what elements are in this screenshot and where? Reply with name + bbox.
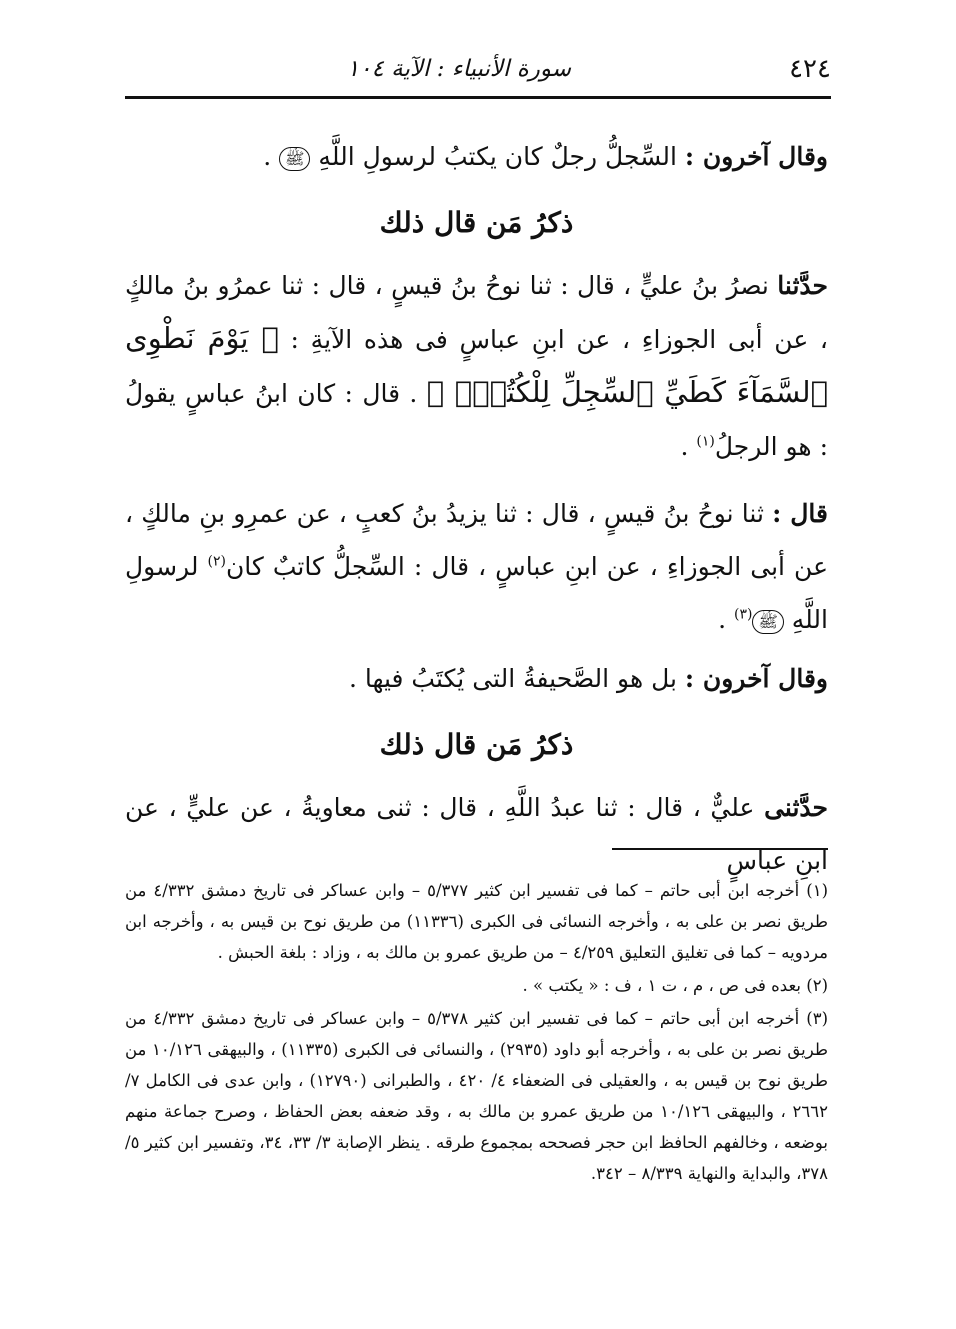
paragraph-3 <box>125 487 828 646</box>
footnotes <box>125 875 828 1191</box>
paragraph-5 <box>125 781 828 887</box>
footnote-2: (٢) بعده فى ص ، م ، ت ١ ، ف : « يكتب » . <box>522 976 828 995</box>
paragraph-end: . <box>718 605 734 634</box>
paragraph-4 <box>125 652 828 705</box>
paragraph-lead: وقال آخرون : <box>684 142 828 171</box>
paragraph-2 <box>125 259 828 473</box>
footnote-1: (١) أخرجه ابن أبى حاتم – كما فى تفسير ابن كثير ٥/٣٧٧ – وابن عساكر فى تاريخ دمشق ٤/٣٣٢ من طريق نصر بن على به ، وأخرجه النسائى فى الكبرى (١١٣٣٦) من طريق نوح بن قيس به ، وأخرجه ابن مردويه – كما فى تغليق التعليق ٤/٢٥٩ – من طريق عمرو بن مالك به ، وزاد : بلغة الحبش . <box>125 881 828 962</box>
paragraph-end: . <box>680 432 697 461</box>
paragraph-lead: قال : <box>772 499 828 528</box>
paragraph-text: لرسولِ اللَّهِ <box>125 552 828 634</box>
paragraph-lead: وقال آخرون : <box>684 664 828 693</box>
honorific-seal: ﷺ <box>279 147 310 171</box>
footnote-ref-1: (١) <box>696 433 715 450</box>
paragraph-text: بل هو الصَّحيفةُ التى يُكتَبُ فيها . <box>348 664 685 693</box>
footnote-3: (٣) أخرجه ابن أبى حاتم – كما فى تفسير ابن كثير ٥/٣٧٨ – وابن عساكر فى تاريخ دمشق ٤/٣٣٢ من طريق نصر بن على به ، وأخرجه أبو داود (٢٩٣٥) ، والنسائى فى الكبرى (١١٣٣٥) ، والبيهقى ١٠/١٢٦ من طريق نوح بن قيس به ، والعقيلى فى الضعفاء ٤/ ٤٢٠ ، والطبرانى (١٢٧٩٠) ، وابن عدى فى الكامل ٧/ ٢٦٦٢ ، والبيهقى ١٠/١٢٦ من طريق عمرو بن مالك به ، وقد ضعفه بعض الحفاظ ، وصرح جماعة منهم بوضعه ، وخالفهم الحافظ ابن حجر فصححه بمجموع طرقه . ينظر الإصابة ٣/ ٣٣، ٣٤، وتفسير ابن كثير ٥/ ٣٧٨، والبداية والنهاية ٨/٣٣٩ – ٣٤٢. <box>125 1009 829 1183</box>
running-title: سورة الأنبياء : الآية ١٠٤ <box>346 56 571 82</box>
paragraph-text: عليٌّ ، قال : ثنا عبدُ اللَّهِ ، قال : ثنى معاويةُ ، عن عليٍّ ، عن ابنِ عباسٍ <box>125 793 828 875</box>
paragraph-end: . <box>263 142 280 171</box>
honorific-seal: ﷺ <box>752 610 783 634</box>
paragraph-text: . قال : كان ابنُ عباسٍ يقولُ : هو الرجلُ <box>125 379 828 461</box>
paragraph-1 <box>125 130 828 183</box>
page-number: ٤٢٤ <box>789 54 831 84</box>
section-heading: ذكرُ مَن قال ذلك <box>379 206 574 239</box>
footnote-ref-2: (٢) <box>207 553 226 570</box>
paragraph-lead: حدَّثنى <box>764 793 828 822</box>
paragraph-lead: حدَّثنا <box>777 271 828 300</box>
paragraph-text: نصرُ بنُ عليٍّ ، قال : ثنا نوحُ بنُ قيسٍ ، قال : ثنا عمرُو بنُ مالكٍ ، عن أبى الجوزاءِ ، عن ابنِ عباسٍ فى هذه الآيةِ : <box>125 271 828 354</box>
quran-verse: ﴿ يَوْمَ نَطْوِى ٱلسَّمَآءَ كَطَيِّ ٱلسِّجِلِّ لِلْكُتُبِۚ ﴾ <box>125 321 829 409</box>
section-heading: ذكرُ مَن قال ذلك <box>379 728 574 761</box>
paragraph-text: ثنا نوحُ بنُ قيسٍ ، قال : ثنا يزيدُ بنُ كعبٍ ، عن عمرِو بنِ مالكٍ ، عن أبى الجوزاءِ ، عن ابنِ عباسٍ ، قال : السِّجلُّ كاتبٌ كان <box>125 499 828 581</box>
main-text <box>125 130 828 887</box>
page-header <box>125 50 831 99</box>
footnote-divider <box>612 848 828 850</box>
footnote-ref-3: (٣) <box>734 606 753 623</box>
paragraph-text: السِّجلُّ رجلٌ كان يكتبُ لرسولِ اللَّهِ <box>318 142 685 171</box>
